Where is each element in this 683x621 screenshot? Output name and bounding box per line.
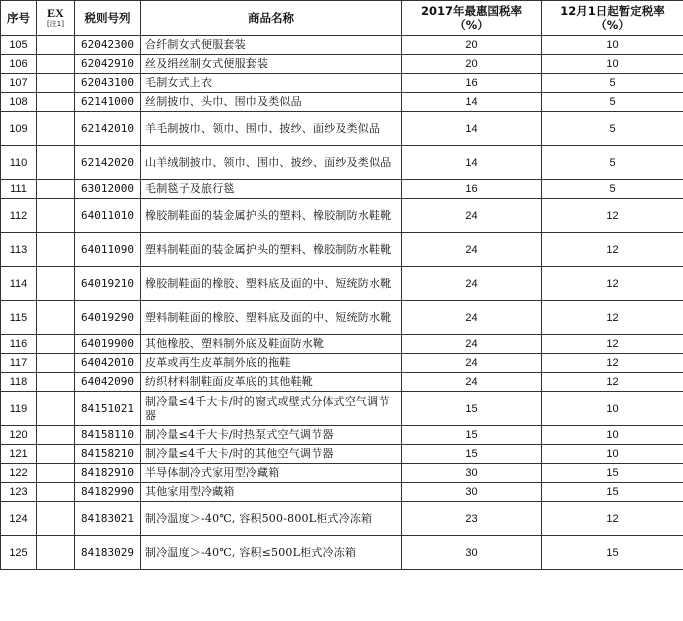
- row-product-name-cell: 丝制披巾、头巾、围巾及类似品: [141, 93, 402, 112]
- row-product-name-cell: 丝及绢丝制女式便服套装: [141, 55, 402, 74]
- header-no: 序号: [1, 1, 37, 36]
- row-ex-cell: [37, 335, 75, 354]
- row-number-cell: 106: [1, 55, 37, 74]
- header-temp-rate: 12月1日起暂定税率 （%）: [542, 1, 683, 36]
- row-temp-rate-cell: 10: [542, 445, 683, 464]
- row-mfn-rate-cell: 15: [402, 426, 542, 445]
- row-product-name-cell: 皮革或再生皮革制外底的拖鞋: [141, 354, 402, 373]
- row-tariff-code-cell: 64011090: [75, 233, 141, 267]
- row-number-cell: 124: [1, 502, 37, 536]
- header-mfn-rate: 2017年最惠国税率 （%）: [402, 1, 542, 36]
- row-tariff-code-cell: 84158110: [75, 426, 141, 445]
- row-temp-rate-cell: 5: [542, 146, 683, 180]
- table-row: [1, 199, 683, 233]
- row-product-name-cell: 制冷温度＞-40℃, 容积≤500L柜式冷冻箱: [141, 536, 402, 570]
- row-mfn-rate-cell: 20: [402, 36, 542, 55]
- row-number-cell: 108: [1, 93, 37, 112]
- row-product-name-cell: 制冷量≤4千大卡/时的其他空气调节器: [141, 445, 402, 464]
- row-temp-rate-cell: 12: [542, 335, 683, 354]
- row-mfn-rate-cell: 14: [402, 146, 542, 180]
- row-ex-cell: [37, 199, 75, 233]
- row-ex-cell: [37, 536, 75, 570]
- row-temp-rate-cell: 12: [542, 373, 683, 392]
- table-row: [1, 233, 683, 267]
- row-tariff-code-cell: 84182910: [75, 464, 141, 483]
- row-temp-rate-cell: 10: [542, 36, 683, 55]
- row-temp-rate-cell: 5: [542, 74, 683, 93]
- row-tariff-code-cell: 64042010: [75, 354, 141, 373]
- row-ex-cell: [37, 112, 75, 146]
- row-tariff-code-cell: 62142020: [75, 146, 141, 180]
- row-ex-cell: [37, 426, 75, 445]
- row-product-name-cell: 山羊绒制披巾、领巾、围巾、披纱、面纱及类似品: [141, 146, 402, 180]
- row-mfn-rate-cell: 24: [402, 335, 542, 354]
- row-ex-cell: [37, 464, 75, 483]
- table-row: [1, 483, 683, 502]
- row-temp-rate-cell: 15: [542, 536, 683, 570]
- row-ex-cell: [37, 354, 75, 373]
- header-name: 商品名称: [141, 1, 402, 36]
- row-tariff-code-cell: 62141000: [75, 93, 141, 112]
- row-product-name-cell: 橡胶制鞋面的装金属护头的塑料、橡胶制防水鞋靴: [141, 199, 402, 233]
- row-ex-cell: [37, 36, 75, 55]
- table-row: [1, 502, 683, 536]
- row-mfn-rate-cell: 24: [402, 267, 542, 301]
- row-number-cell: 117: [1, 354, 37, 373]
- row-number-cell: 122: [1, 464, 37, 483]
- table-row: [1, 74, 683, 93]
- row-ex-cell: [37, 267, 75, 301]
- row-tariff-code-cell: 62042910: [75, 55, 141, 74]
- table-header: [1, 1, 683, 36]
- row-temp-rate-cell: 10: [542, 55, 683, 74]
- row-tariff-code-cell: 84183021: [75, 502, 141, 536]
- row-number-cell: 118: [1, 373, 37, 392]
- row-mfn-rate-cell: 16: [402, 74, 542, 93]
- row-number-cell: 123: [1, 483, 37, 502]
- row-number-cell: 125: [1, 536, 37, 570]
- row-temp-rate-cell: 12: [542, 267, 683, 301]
- row-number-cell: 111: [1, 180, 37, 199]
- row-mfn-rate-cell: 30: [402, 483, 542, 502]
- row-ex-cell: [37, 445, 75, 464]
- row-tariff-code-cell: 84158210: [75, 445, 141, 464]
- row-tariff-code-cell: 64019900: [75, 335, 141, 354]
- table-row: [1, 180, 683, 199]
- row-ex-cell: [37, 180, 75, 199]
- row-product-name-cell: 制冷温度＞-40℃, 容积500-800L柜式冷冻箱: [141, 502, 402, 536]
- row-mfn-rate-cell: 24: [402, 301, 542, 335]
- table-row: [1, 301, 683, 335]
- table-row: [1, 373, 683, 392]
- row-mfn-rate-cell: 15: [402, 392, 542, 426]
- row-ex-cell: [37, 74, 75, 93]
- header-ex-note: [注1]: [47, 20, 64, 28]
- row-product-name-cell: 纺织材料制鞋面皮革底的其他鞋靴: [141, 373, 402, 392]
- row-number-cell: 105: [1, 36, 37, 55]
- row-mfn-rate-cell: 30: [402, 536, 542, 570]
- table-row: [1, 392, 683, 426]
- row-temp-rate-cell: 5: [542, 180, 683, 199]
- row-ex-cell: [37, 55, 75, 74]
- row-temp-rate-cell: 15: [542, 464, 683, 483]
- row-number-cell: 121: [1, 445, 37, 464]
- row-temp-rate-cell: 10: [542, 426, 683, 445]
- table-row: [1, 445, 683, 464]
- table-row: [1, 267, 683, 301]
- row-number-cell: 119: [1, 392, 37, 426]
- row-temp-rate-cell: 5: [542, 93, 683, 112]
- row-product-name-cell: 制冷量≤4千大卡/时的窗式或壁式分体式空气调节器: [141, 392, 402, 426]
- table-row: [1, 146, 683, 180]
- row-number-cell: 110: [1, 146, 37, 180]
- row-product-name-cell: 塑料制鞋面的装金属护头的塑料、橡胶制防水鞋靴: [141, 233, 402, 267]
- table-row: [1, 335, 683, 354]
- row-number-cell: 120: [1, 426, 37, 445]
- table-row: [1, 464, 683, 483]
- row-mfn-rate-cell: 16: [402, 180, 542, 199]
- table-row: [1, 426, 683, 445]
- row-tariff-code-cell: 64019290: [75, 301, 141, 335]
- row-tariff-code-cell: 84151021: [75, 392, 141, 426]
- table-row: [1, 112, 683, 146]
- row-temp-rate-cell: 12: [542, 233, 683, 267]
- table-row: [1, 536, 683, 570]
- row-tariff-code-cell: 62042300: [75, 36, 141, 55]
- table-body: [1, 36, 683, 570]
- row-number-cell: 115: [1, 301, 37, 335]
- row-ex-cell: [37, 93, 75, 112]
- row-number-cell: 107: [1, 74, 37, 93]
- table-row: [1, 354, 683, 373]
- row-number-cell: 113: [1, 233, 37, 267]
- row-product-name-cell: 毛制女式上衣: [141, 74, 402, 93]
- table-row: [1, 36, 683, 55]
- row-number-cell: 112: [1, 199, 37, 233]
- row-number-cell: 109: [1, 112, 37, 146]
- row-temp-rate-cell: 12: [542, 199, 683, 233]
- table-row: [1, 93, 683, 112]
- row-tariff-code-cell: 63012000: [75, 180, 141, 199]
- row-mfn-rate-cell: 20: [402, 55, 542, 74]
- row-mfn-rate-cell: 15: [402, 445, 542, 464]
- row-tariff-code-cell: 62043100: [75, 74, 141, 93]
- row-product-name-cell: 制冷量≤4千大卡/时热泵式空气调节器: [141, 426, 402, 445]
- row-temp-rate-cell: 12: [542, 502, 683, 536]
- row-product-name-cell: 毛制毯子及旅行毯: [141, 180, 402, 199]
- row-product-name-cell: 其他橡胶、塑料制外底及鞋面防水靴: [141, 335, 402, 354]
- header-ex-label: EX: [47, 6, 64, 20]
- row-temp-rate-cell: 15: [542, 483, 683, 502]
- row-product-name-cell: 半导体制冷式家用型冷藏箱: [141, 464, 402, 483]
- row-mfn-rate-cell: 30: [402, 464, 542, 483]
- row-product-name-cell: 塑料制鞋面的橡胶、塑料底及面的中、短统防水靴: [141, 301, 402, 335]
- row-ex-cell: [37, 233, 75, 267]
- row-mfn-rate-cell: 14: [402, 93, 542, 112]
- row-temp-rate-cell: 10: [542, 392, 683, 426]
- row-temp-rate-cell: 12: [542, 354, 683, 373]
- row-tariff-code-cell: 84182990: [75, 483, 141, 502]
- row-product-name-cell: 羊毛制披巾、领巾、围巾、披纱、面纱及类似品: [141, 112, 402, 146]
- row-ex-cell: [37, 146, 75, 180]
- row-tariff-code-cell: 64042090: [75, 373, 141, 392]
- row-ex-cell: [37, 301, 75, 335]
- row-tariff-code-cell: 64019210: [75, 267, 141, 301]
- row-ex-cell: [37, 502, 75, 536]
- row-mfn-rate-cell: 14: [402, 112, 542, 146]
- row-number-cell: 116: [1, 335, 37, 354]
- row-product-name-cell: 橡胶制鞋面的橡胶、塑料底及面的中、短统防水靴: [141, 267, 402, 301]
- row-ex-cell: [37, 392, 75, 426]
- row-mfn-rate-cell: 23: [402, 502, 542, 536]
- row-mfn-rate-cell: 24: [402, 199, 542, 233]
- row-tariff-code-cell: 84183029: [75, 536, 141, 570]
- row-product-name-cell: 其他家用型冷藏箱: [141, 483, 402, 502]
- table-row: [1, 55, 683, 74]
- header-ex: [37, 1, 75, 36]
- header-code: 税则号列: [75, 1, 141, 36]
- row-temp-rate-cell: 12: [542, 301, 683, 335]
- row-ex-cell: [37, 373, 75, 392]
- row-tariff-code-cell: 64011010: [75, 199, 141, 233]
- row-tariff-code-cell: 62142010: [75, 112, 141, 146]
- row-mfn-rate-cell: 24: [402, 373, 542, 392]
- row-ex-cell: [37, 483, 75, 502]
- row-mfn-rate-cell: 24: [402, 233, 542, 267]
- row-mfn-rate-cell: 24: [402, 354, 542, 373]
- row-temp-rate-cell: 5: [542, 112, 683, 146]
- row-product-name-cell: 合纤制女式便服套装: [141, 36, 402, 55]
- row-number-cell: 114: [1, 267, 37, 301]
